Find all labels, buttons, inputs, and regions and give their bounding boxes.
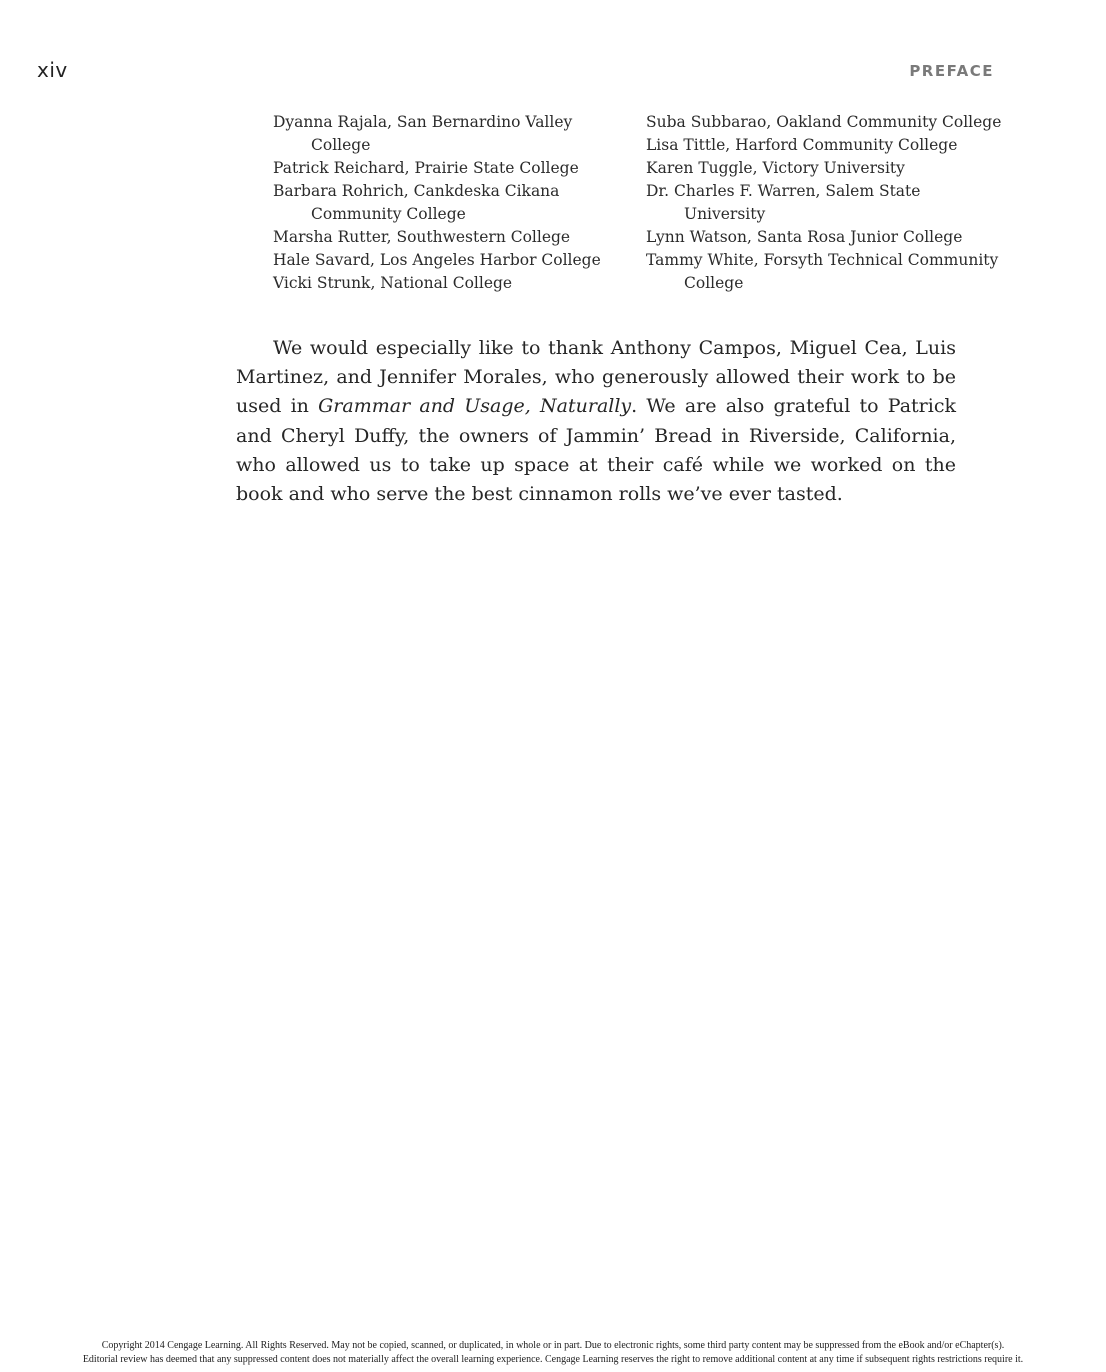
reviewer-entry: Patrick Reichard, Prairie State College: [273, 159, 579, 177]
copyright-line: Copyright 2014 Cengage Learning. All Rights Reserved. May not be copied, scanned, or duplicated, in whole or in part. Due to electronic rights, some third party content may be suppressed from the eBook and/or eChapter(s).: [101, 1340, 1005, 1351]
reviewer-column-left: [273, 111, 646, 295]
reviewer-list: [273, 111, 1002, 295]
page-number: xiv: [37, 58, 68, 82]
reviewer-entry: Lisa Tittle, Harford Community College: [646, 136, 958, 154]
reviewer-entry: Barbara Rohrich, Cankdeska Cikana Community College: [273, 182, 560, 223]
reviewer-entry: Karen Tuggle, Victory University: [646, 159, 905, 177]
reviewer-entry: Lynn Watson, Santa Rosa Junior College: [646, 228, 963, 246]
reviewer-entry: Suba Subbarao, Oakland Community College: [646, 113, 1002, 131]
reviewer-entry: Tammy White, Forsyth Technical Community College: [646, 251, 999, 292]
running-head: PREFACE: [909, 62, 994, 80]
acknowledgment-text: . We are also grateful to Patrick and Cheryl Duffy, the owners of Jammin’ Bread in Riverside, California, who allowed us to take up space at their café while we worked on the book and who serve the best cinnamon rolls we’ve ever tasted.: [236, 395, 956, 506]
acknowledgment-text: We would especially like to thank Anthony Campos, Miguel Cea, Luis Martinez, and Jennifer Morales, who generously allowed their work to be used in: [236, 337, 956, 418]
acknowledgment-paragraph: [236, 334, 956, 509]
copyright-line: Editorial review has deemed that any suppressed content does not materially affect the overall learning experience. Cengage Learning reserves the right to remove additional content at any time if subsequent rights restrictions require it.: [82, 1354, 1024, 1365]
reviewer-column-right: [646, 111, 1002, 295]
reviewer-entry: Dr. Charles F. Warren, Salem State University: [646, 182, 921, 223]
book-title: Grammar and Usage, Naturally: [318, 395, 632, 418]
reviewer-entry: Marsha Rutter, Southwestern College: [273, 228, 571, 246]
reviewer-entry: Hale Savard, Los Angeles Harbor College: [273, 251, 601, 269]
reviewer-entry: Vicki Strunk, National College: [273, 274, 513, 292]
copyright-notice: [0, 1339, 1106, 1367]
reviewer-entry: Dyanna Rajala, San Bernardino Valley College: [273, 113, 573, 154]
